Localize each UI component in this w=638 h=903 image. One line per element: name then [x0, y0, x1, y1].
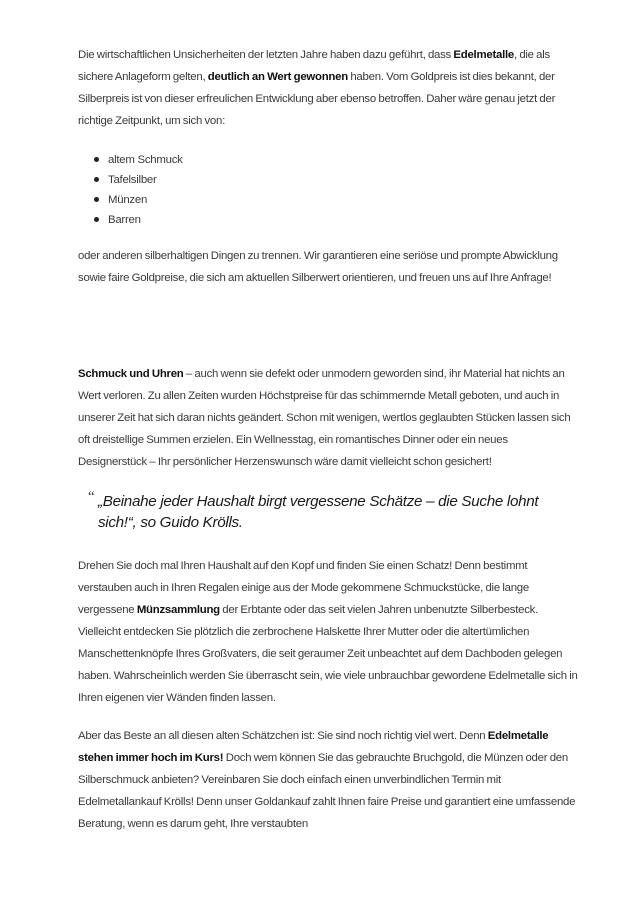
text-run: Die wirtschaftlichen Unsicherheiten der letzten Jahre haben dazu geführt, dass — [78, 49, 454, 61]
bold-wert-gewonnen: deutlich an Wert gewonnen — [207, 71, 348, 83]
bold-edelmetalle: Edelmetalle — [453, 49, 514, 61]
bold-muenzsammlung: Münzsammlung — [136, 604, 220, 616]
paragraph-after-list: oder anderen silberhaltigen Dingen zu trennen. Wir garantieren eine seriöse und prompte Abwicklung sowie faire Goldpreise, die sich am aktuellen Silberwert orientieren, und freuen uns auf Ihre Anfrage! — [78, 250, 558, 284]
bold-hoch-im-kurs: Edelmetalle stehen immer hoch im Kurs! — [78, 730, 549, 764]
text-run: , die als sichere Anlageform gelten, — [78, 49, 550, 83]
quote-text: „Beinahe jeder Haushalt birgt vergessene Schätze – die Suche lohnt sich!“, so Guido Krölls. — [98, 493, 539, 531]
haushalt-paragraph — [78, 555, 578, 709]
pull-quote — [78, 491, 578, 533]
bold-schmuck-uhren: Schmuck und Uhren — [78, 368, 184, 380]
text-run: Aber das Beste an all diesen alten Schätzchen ist: Sie sind noch richtig viel wert. Denn — [78, 730, 488, 742]
text-run: haben. Vom Goldpreis ist dies bekannt, der Silberpreis ist von dieser erfreulichen Entwicklung aber ebenso betroffen. Daher wäre genau jetzt der richtige Zeitpunkt, um sich von: — [78, 71, 556, 127]
text-run: – auch wenn sie defekt oder unmodern geworden sind, ihr Material hat nichts an Wert verloren. Zu allen Zeiten wurden Höchstpreise für das schimmernde Metall geboten, und auch in unserer Zeit hat sich daran nichts geändert. Schon mit wenigen, wertlos geglaubten Stücken lassen sich oft dreistellige Summen erzielen. Ein Wellnesstag, ein romantisches Dinner oder ein neues Designerstück – Ihr persönlicher Herzenswunsch wäre damit vielleicht schon gesichert! — [78, 368, 571, 468]
list-item: Barren — [94, 210, 578, 230]
quote-mark-icon: “ — [88, 489, 95, 505]
text-run: Doch wem können Sie das gebrauchte Bruchgold, die Münzen oder den Silberschmuck anbieten? Vereinbaren Sie doch einfach einen unverbindlichen Termin mit Edelmetallankauf Krölls! Denn unser Goldankauf zahlt Ihnen faire Preise und garantiert eine umfassende Beratung, wenn es darum geht, Ihre verstaubten — [78, 752, 576, 830]
beste-paragraph — [78, 725, 578, 835]
blank-spacer — [78, 289, 578, 363]
intro-paragraph — [78, 44, 578, 132]
item-list — [78, 150, 578, 230]
list-item: Tafelsilber — [94, 170, 578, 190]
schmuck-paragraph — [78, 363, 578, 473]
text-run: der Erbtante oder das seit vielen Jahren unbenutzte Silberbesteck. Vielleicht entdecken Sie plötzlich die zerbrochene Halskette Ihrer Mutter oder die altertümlichen Manschettenknöpfe Ihres Großvaters, die seit geraumer Zeit unbeachtet auf dem Dachboden gelegen haben. Wahrscheinlich werden Sie überrascht sein, wie viele unbrauchbar gewordene Edelmetalle sich in Ihren eigenen vier Wänden finden lassen. — [78, 604, 578, 704]
text-run: Drehen Sie doch mal Ihren Haushalt auf den Kopf und finden Sie einen Schatz! Denn bestimmt verstauben auch in Ihren Regalen einige aus der Mode gekommene Schmuckstücke, die lange vergessene — [78, 560, 529, 616]
list-item: altem Schmuck — [94, 150, 578, 170]
list-item: Münzen — [94, 190, 578, 210]
